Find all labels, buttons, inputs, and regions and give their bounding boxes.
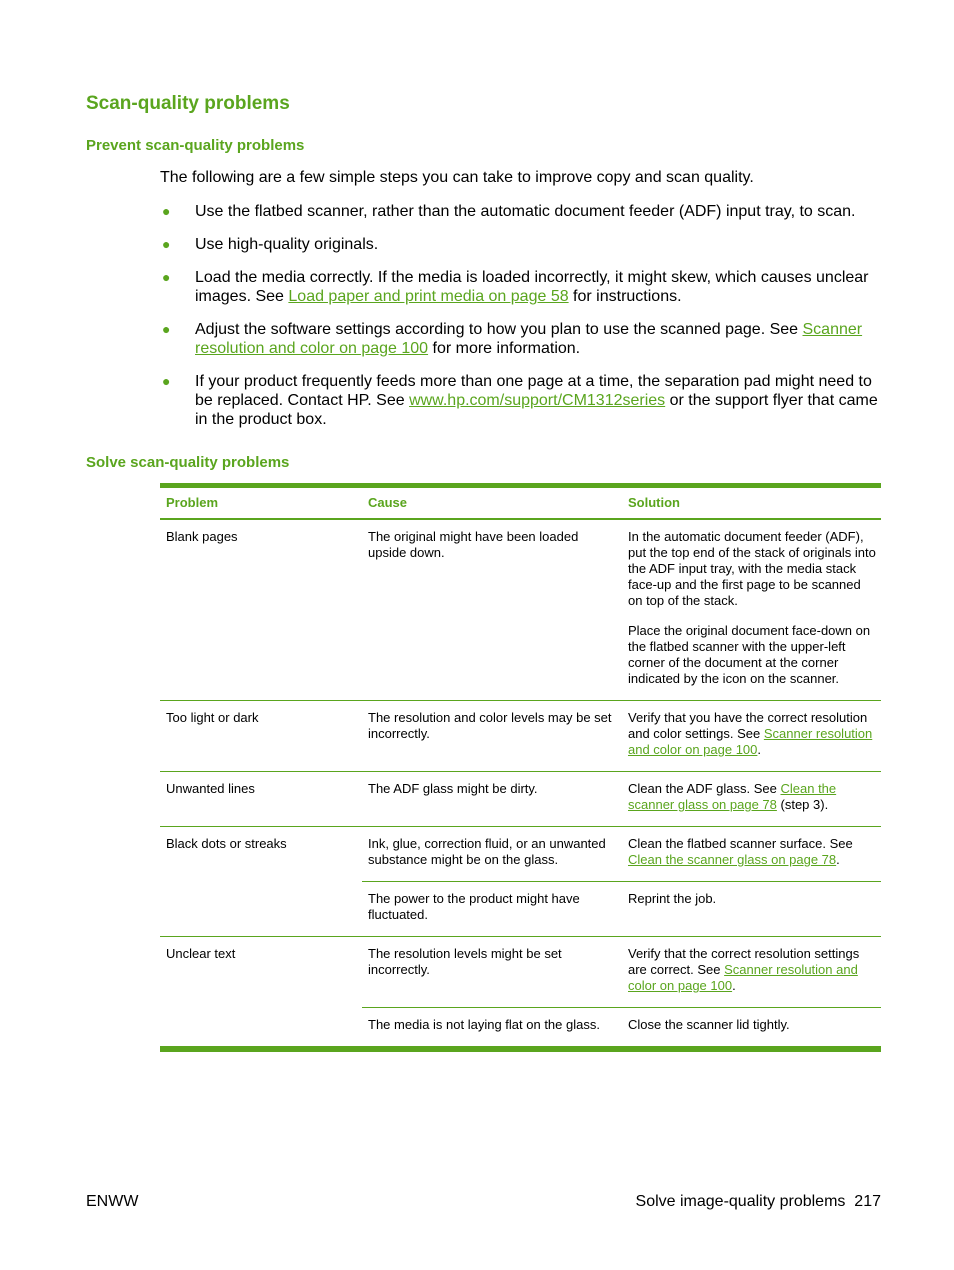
- page-number: 217: [854, 1193, 881, 1210]
- footer-right: [636, 1193, 881, 1211]
- bullet-icon: ●: [162, 269, 171, 285]
- prevent-section-title: Prevent scan-quality problems: [86, 137, 305, 154]
- bullet-item: [160, 202, 884, 221]
- solution-text: Place the original document face-down on the flatbed scanner with the upper-left corner of the document at the corner indicated by the icon on the scanner.: [628, 623, 871, 686]
- bullet-item: [160, 235, 884, 254]
- clean-glass-link[interactable]: Clean the scanner glass on page 78: [628, 852, 837, 867]
- solution-text: (step 3).: [776, 797, 829, 812]
- footer-left: ENWW: [86, 1193, 139, 1210]
- bullet-text: for more information.: [428, 340, 581, 357]
- bullet-text: If your product frequently feeds more than one page at a time, the separation pad might need to be replaced. Contact HP. See: [195, 373, 872, 409]
- solution-cell: Reprint the job.: [628, 891, 717, 906]
- scanner-resolution-link[interactable]: Scanner resolution and color on page 100: [628, 726, 873, 757]
- solution-cell: [622, 520, 881, 700]
- header-solution: Solution: [628, 495, 680, 510]
- bullet-text: Use the flatbed scanner, rather than the automatic document feeder (ADF) input tray, to scan.: [195, 203, 856, 220]
- load-paper-link[interactable]: Load paper and print media on page 58: [288, 288, 569, 305]
- hp-support-link[interactable]: www.hp.com/support/CM1312series: [409, 392, 666, 409]
- solution-cell: [622, 827, 881, 881]
- cause-cell: Ink, glue, correction fluid, or an unwanted substance might be on the glass.: [368, 836, 606, 867]
- solution-text: .: [757, 742, 762, 757]
- solution-cell: [622, 772, 881, 826]
- cause-cell: The media is not laying flat on the glass.: [368, 1017, 600, 1032]
- problem-cell: Unclear text: [166, 946, 236, 961]
- cause-cell: The resolution levels might be set incorrectly.: [368, 946, 562, 977]
- cause-cell: The ADF glass might be dirty.: [368, 781, 538, 796]
- scanner-resolution-link[interactable]: Scanner resolution and color on page 100: [195, 321, 863, 357]
- bullet-icon: ●: [162, 236, 171, 252]
- bullet-text: Adjust the software settings according to how you plan to use the scanned page. See: [195, 321, 803, 338]
- solution-text: Clean the ADF glass. See: [628, 781, 781, 796]
- solution-text: Verify that the correct resolution settings are correct. See: [628, 946, 860, 977]
- bullet-icon: ●: [162, 373, 171, 389]
- bullet-icon: ●: [162, 321, 171, 337]
- scanner-resolution-link[interactable]: Scanner resolution and color on page 100: [628, 962, 858, 993]
- header-cause: Cause: [368, 495, 408, 510]
- header-problem: Problem: [166, 495, 219, 510]
- bullet-text: Use high-quality originals.: [195, 236, 379, 253]
- bullet-item: [160, 320, 884, 358]
- cause-cell: The power to the product might have fluctuated.: [368, 891, 580, 922]
- problem-cell: Unwanted lines: [166, 781, 255, 796]
- table-bottom-rule: [160, 1047, 881, 1052]
- problem-cell: Blank pages: [166, 529, 238, 544]
- solution-text: Verify that you have the correct resolution and color settings. See: [628, 710, 868, 741]
- solution-text: In the automatic document feeder (ADF), put the top end of the stack of originals into the ADF input tray, with the media stack face-up and the first page to be scanned on top of the stack.: [628, 529, 876, 608]
- page-title: Scan-quality problems: [86, 93, 290, 114]
- solution-text: .: [836, 852, 840, 867]
- solution-text: .: [732, 978, 736, 993]
- scan-quality-table: [160, 483, 881, 1052]
- prevent-bullet-list: [160, 202, 884, 443]
- footer-section: Solve image-quality problems: [635, 1193, 846, 1210]
- table-row: [160, 772, 881, 827]
- table-row: [160, 937, 881, 1047]
- solution-cell: [622, 937, 881, 1007]
- prevent-intro: The following are a few simple steps you can take to improve copy and scan quality.: [160, 169, 754, 186]
- bullet-text: for instructions.: [568, 288, 682, 305]
- table-row: [160, 520, 881, 701]
- bullet-item: [160, 372, 884, 429]
- solution-text: Clean the flatbed scanner surface. See: [628, 836, 853, 851]
- solution-cell: Close the scanner lid tightly.: [628, 1017, 790, 1032]
- cause-cell: The resolution and color levels may be set incorrectly.: [368, 710, 612, 741]
- table-row: [160, 827, 881, 937]
- bullet-item: [160, 268, 884, 306]
- table-header: [160, 488, 881, 520]
- bullet-text: or the support flyer that came in the product box.: [195, 392, 878, 428]
- clean-glass-link[interactable]: Clean the scanner glass on page 78: [628, 781, 837, 812]
- bullet-icon: ●: [162, 203, 171, 219]
- problem-cell: Too light or dark: [166, 710, 259, 725]
- problem-cell: Black dots or streaks: [166, 836, 287, 851]
- bullet-text: Load the media correctly. If the media is loaded incorrectly, it might skew, which causes unclear images. See: [195, 269, 869, 305]
- solution-cell: [622, 701, 881, 771]
- table-row: [160, 701, 881, 772]
- cause-cell: The original might have been loaded upside down.: [368, 529, 579, 560]
- solve-section-title: Solve scan-quality problems: [86, 454, 290, 471]
